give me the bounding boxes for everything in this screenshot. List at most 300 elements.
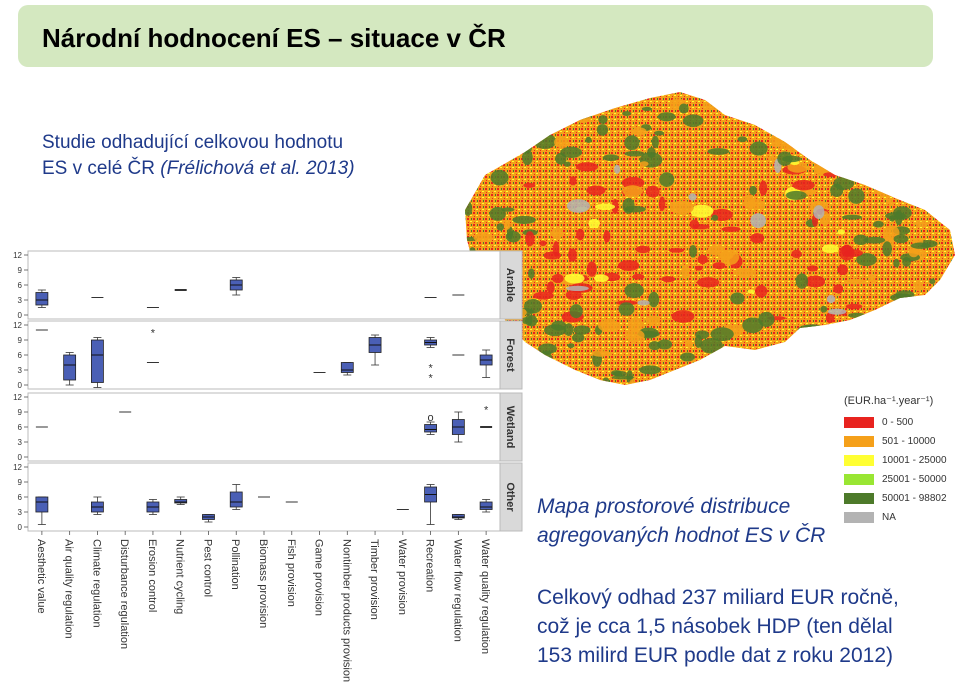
map-patch — [531, 125, 541, 130]
map-patch — [785, 367, 795, 381]
map-patch — [688, 193, 696, 200]
map-patch — [814, 112, 834, 118]
y-tick-label: 12 — [13, 393, 22, 402]
map-patch — [508, 133, 523, 138]
map-patch — [689, 245, 697, 258]
map-patch — [925, 126, 935, 130]
estimate-line-1: Celkový odhad 237 miliard EUR ročně, — [537, 586, 899, 609]
map-patch — [925, 171, 943, 183]
map-patch — [568, 343, 575, 348]
map-patch — [564, 161, 571, 166]
map-patch — [540, 240, 547, 246]
map-patch — [864, 110, 871, 121]
box — [36, 497, 48, 512]
map-patch — [905, 333, 919, 339]
map-patch — [787, 375, 807, 379]
map-patch — [887, 162, 903, 173]
x-tick-label: Water provision — [395, 539, 408, 616]
map-patch — [820, 306, 827, 313]
legend-swatch — [844, 474, 874, 485]
map-patch — [464, 201, 473, 216]
x-tick-label: Pollination — [229, 539, 242, 590]
map-patch — [609, 93, 619, 105]
x-tick-label: Pest control — [201, 539, 214, 598]
map-patch — [679, 103, 689, 113]
box — [91, 340, 103, 383]
map-patch — [730, 292, 744, 304]
map-patch — [455, 173, 466, 189]
map-patch — [785, 88, 798, 95]
map-caption — [537, 492, 825, 550]
map-patch — [670, 201, 694, 215]
outlier-mark: o — [427, 412, 434, 424]
map-patch — [466, 87, 481, 95]
y-tick-label: 9 — [17, 266, 22, 275]
map-patch — [603, 154, 619, 161]
map-patch — [941, 80, 958, 90]
y-tick-label: 0 — [17, 311, 22, 320]
x-tick-label: Climate regulation — [90, 539, 103, 628]
map-patch — [594, 275, 609, 282]
estimate-line-2: což je cca 1,5 násobek HDP (ten dělal — [537, 615, 893, 638]
map-patch — [566, 80, 576, 89]
map-patch — [573, 104, 593, 120]
map-patch — [602, 378, 611, 390]
map-patch — [935, 80, 951, 86]
map-patch — [755, 285, 767, 298]
legend-label: 25001 - 50000 — [882, 474, 947, 485]
map-patch — [866, 136, 886, 141]
map-patch — [618, 260, 640, 271]
x-tick-label: Timber provision — [368, 539, 381, 620]
map-patch — [491, 89, 509, 101]
map-patch — [929, 334, 937, 341]
panel-label: Wetland — [504, 405, 516, 449]
map-patch — [868, 317, 885, 322]
map-patch — [723, 92, 732, 102]
map-patch — [885, 212, 906, 220]
study-line-1: Studie odhadující celkovou hodnotu — [42, 132, 344, 153]
map-patch — [570, 304, 583, 318]
map-patch — [914, 88, 938, 94]
map-patch — [810, 372, 818, 382]
title-bar — [18, 5, 933, 67]
map-patch — [712, 373, 735, 385]
map-patch — [532, 93, 555, 98]
map-patch — [948, 301, 960, 311]
estimate-text — [537, 583, 899, 670]
legend-swatch — [844, 512, 874, 523]
legend-swatch — [844, 436, 874, 447]
x-tick-label: Water quality regulation — [479, 539, 492, 655]
box — [64, 355, 76, 380]
map-patch — [713, 262, 726, 269]
y-tick-label: 3 — [17, 366, 22, 375]
map-patch — [455, 193, 466, 198]
map-patch — [952, 143, 960, 158]
map-patch — [497, 223, 505, 231]
map-patch — [893, 259, 899, 268]
map-patch — [455, 230, 465, 236]
legend-label: 50001 - 98802 — [882, 493, 947, 504]
y-tick-label: 0 — [17, 523, 22, 532]
map-patch — [636, 246, 651, 253]
map-patch — [673, 381, 687, 392]
map-patch — [861, 93, 869, 105]
x-tick-label: Game provision — [312, 539, 325, 617]
map-patch — [569, 176, 576, 185]
map-patch — [640, 161, 649, 166]
study-line-2-prefix: ES v celé ČR — [42, 158, 161, 179]
slide-title: Národní hodnocení ES – situace v ČR — [42, 23, 506, 53]
map-patch — [823, 172, 838, 177]
map-patch — [544, 251, 562, 259]
map-patch — [527, 121, 545, 125]
map-area — [455, 80, 960, 400]
map-patch — [807, 265, 818, 271]
outlier-mark: * — [428, 372, 433, 385]
map-patch — [498, 80, 518, 92]
panel-label: Other — [504, 482, 516, 512]
box — [230, 492, 242, 507]
map-patch — [493, 116, 512, 130]
study-description — [42, 130, 355, 182]
map-patch — [782, 156, 801, 163]
map-patch — [544, 324, 566, 336]
map-patch — [813, 205, 824, 219]
map-patch — [677, 80, 699, 93]
map-patch — [786, 191, 807, 200]
map-patch — [609, 90, 632, 100]
map-patch — [534, 80, 542, 85]
map-patch — [889, 215, 895, 221]
map-patch — [603, 230, 610, 242]
map-patch — [724, 358, 738, 370]
box — [425, 425, 437, 433]
map-patch — [837, 264, 848, 275]
legend-item — [844, 508, 960, 527]
map-patch — [461, 159, 479, 174]
outlier-mark: * — [483, 404, 489, 417]
map-patch — [786, 140, 799, 153]
legend-label: 10001 - 25000 — [882, 455, 947, 466]
map-patch — [872, 100, 884, 112]
map-patch — [504, 221, 511, 230]
map-patch — [944, 317, 960, 321]
map-patch — [771, 133, 781, 148]
map-patch — [642, 107, 652, 111]
map-patch — [886, 339, 906, 349]
panel-label: Forest — [504, 338, 516, 372]
map-patch — [944, 272, 954, 287]
map-patch — [567, 199, 590, 212]
map-patch — [758, 312, 774, 327]
map-patch — [673, 390, 692, 400]
map-patch — [942, 161, 960, 168]
map-patch — [543, 94, 551, 99]
map-patch — [671, 80, 685, 91]
map-patch — [468, 146, 474, 157]
map-patch — [678, 373, 695, 380]
outlier-mark: * — [428, 362, 433, 375]
map-patch — [828, 309, 846, 315]
map-patch — [659, 197, 666, 212]
map-patch — [534, 133, 557, 148]
legend-swatch — [844, 493, 874, 504]
x-tick-label: Water flow regulation — [451, 539, 464, 642]
map-patch — [914, 281, 923, 292]
map-patch — [755, 370, 772, 382]
map-patch — [568, 248, 577, 261]
map-patch — [598, 319, 620, 332]
y-tick-label: 6 — [17, 281, 22, 290]
map-patch — [702, 392, 722, 400]
legend-label: 0 - 500 — [882, 417, 914, 428]
legend-swatch — [844, 455, 874, 466]
map-patch — [947, 340, 960, 351]
panel-label: Arable — [504, 267, 516, 303]
y-tick-label: 12 — [13, 321, 22, 330]
map-patch — [455, 115, 470, 128]
map-patch — [844, 279, 866, 285]
map-patch — [942, 86, 960, 97]
map-patch — [506, 231, 521, 242]
map-patch — [466, 83, 476, 96]
map-patch — [510, 132, 533, 144]
map-patch — [924, 337, 935, 342]
y-tick-label: 12 — [13, 463, 22, 472]
map-patch — [919, 320, 935, 328]
y-tick-label: 9 — [17, 336, 22, 345]
y-tick-label: 9 — [17, 408, 22, 417]
map-patch — [669, 248, 684, 252]
map-patch — [833, 177, 854, 190]
map-patch — [759, 181, 767, 196]
map-patch — [618, 302, 634, 316]
map-patch — [848, 313, 866, 318]
map-patch — [842, 215, 862, 220]
map-patch — [780, 97, 796, 110]
map-patch — [632, 127, 647, 136]
x-tick-label: Biomass provision — [257, 539, 269, 629]
map-patch — [722, 226, 741, 231]
map-patch — [886, 126, 907, 142]
x-tick-label: Erosion control — [145, 539, 158, 613]
map-patch — [575, 115, 591, 123]
map-patch — [513, 140, 530, 149]
map-patch — [886, 330, 892, 346]
map-patch — [808, 80, 816, 88]
map-patch — [622, 185, 643, 196]
map-patch — [947, 210, 960, 224]
legend-item — [844, 470, 960, 489]
map-patch — [839, 245, 854, 260]
map-patch — [488, 119, 511, 132]
map-patch — [796, 110, 811, 125]
map-patch — [707, 148, 729, 155]
map-patch — [519, 125, 533, 140]
map-patch — [599, 380, 607, 388]
map-patch — [822, 384, 829, 399]
map-patch — [908, 115, 926, 120]
map-patch — [715, 388, 723, 394]
map-patch — [543, 351, 552, 355]
map-patch — [833, 284, 843, 293]
map-patch — [576, 162, 598, 171]
legend-label: NA — [882, 512, 896, 523]
map-patch — [501, 116, 518, 124]
map-patch — [928, 149, 937, 160]
map-patch — [551, 228, 563, 239]
map-patch — [613, 371, 627, 377]
map-patch — [645, 316, 660, 325]
map-patch — [780, 113, 801, 117]
x-tick-label: Disturbance regulation — [118, 539, 131, 650]
map-patch — [625, 80, 639, 94]
map-patch — [531, 105, 543, 115]
y-tick-label: 9 — [17, 478, 22, 487]
x-tick-label: Nutrient cycling — [173, 539, 186, 615]
y-tick-label: 0 — [17, 381, 22, 390]
map-patch — [534, 123, 545, 133]
map-patch — [928, 106, 935, 112]
map-patch — [652, 136, 659, 148]
map-patch — [908, 119, 919, 128]
map-patch — [695, 266, 703, 271]
caption-line-2: agregovaných hodnot ES v ČR — [537, 524, 826, 547]
box — [480, 502, 492, 510]
map-patch — [822, 244, 839, 253]
map-patch — [554, 136, 569, 148]
map-patch — [835, 158, 849, 165]
map-patch — [849, 374, 871, 388]
map-patch — [572, 333, 584, 342]
map-patch — [882, 241, 892, 256]
map-patch — [890, 293, 912, 301]
map-patch — [913, 305, 929, 309]
map-patch — [820, 115, 840, 129]
map-patch — [875, 361, 895, 368]
map-patch — [710, 85, 719, 97]
map-patch — [912, 129, 927, 138]
legend-label: 501 - 10000 — [882, 436, 936, 447]
map-patch — [471, 138, 478, 146]
legend-swatch — [844, 417, 874, 428]
map-patch — [848, 188, 864, 204]
map-patch — [711, 327, 734, 341]
map-patch — [512, 111, 533, 125]
map-patch — [597, 124, 608, 136]
map-patch — [576, 229, 584, 241]
y-tick-label: 12 — [13, 251, 22, 260]
boxplot-chart — [0, 245, 530, 700]
map-patch — [622, 111, 631, 116]
map-patch — [700, 362, 714, 378]
map-patch — [849, 80, 862, 92]
map-patch — [595, 204, 615, 210]
map-patch — [830, 141, 849, 152]
map-patch — [846, 304, 863, 310]
map-legend — [838, 390, 960, 540]
map-patch — [624, 283, 644, 298]
map-patch — [476, 157, 492, 167]
y-tick-label: 6 — [17, 423, 22, 432]
map-patch — [851, 322, 869, 327]
map-patch — [869, 274, 876, 282]
map-patch — [598, 115, 607, 124]
map-patch — [547, 281, 555, 293]
map-patch — [837, 370, 857, 378]
map-patch — [946, 288, 960, 294]
map-patch — [705, 389, 719, 400]
box — [36, 293, 48, 306]
map-patch — [697, 94, 712, 99]
map-patch — [604, 96, 617, 106]
map-patch — [515, 80, 521, 90]
map-patch — [797, 325, 821, 337]
map-patch — [768, 155, 776, 161]
map-patch — [915, 221, 929, 226]
map-patch — [930, 179, 945, 188]
map-patch — [647, 147, 656, 158]
map-patch — [749, 186, 757, 195]
map-patch — [781, 80, 790, 86]
map-patch — [886, 198, 893, 205]
map-patch — [948, 208, 958, 219]
map-patch — [659, 172, 674, 187]
map-patch — [485, 96, 508, 102]
map-patch — [837, 125, 857, 130]
map-patch — [491, 170, 509, 186]
map-patch — [695, 330, 709, 339]
map-patch — [690, 205, 713, 218]
map-patch — [796, 273, 808, 288]
map-patch — [746, 199, 765, 210]
map-patch — [623, 198, 635, 214]
map-patch — [750, 213, 766, 228]
y-tick-label: 3 — [17, 508, 22, 517]
estimate-line-3: 153 milird EUR podle dat z roku 2012) — [537, 644, 894, 667]
map-patch — [587, 261, 597, 276]
map-patch — [894, 235, 909, 244]
map-patch — [750, 142, 768, 156]
map-patch — [720, 386, 732, 396]
map-patch — [586, 185, 605, 195]
map-patch — [592, 350, 611, 357]
map-patch — [894, 306, 907, 316]
map-patch — [747, 110, 768, 117]
map-patch — [573, 325, 590, 334]
y-tick-label: 0 — [17, 453, 22, 462]
caption-line-1: Mapa prostorové distribuce — [537, 495, 791, 518]
map-patch — [680, 353, 695, 362]
map-patch — [855, 167, 861, 178]
x-tick-label: Nontimber products provision — [340, 539, 353, 683]
map-patch — [938, 332, 948, 340]
map-patch — [483, 149, 498, 153]
map-patch — [683, 114, 703, 127]
map-patch — [876, 186, 898, 197]
map-patch — [910, 188, 917, 203]
map-patch — [637, 300, 649, 305]
map-patch — [930, 106, 952, 122]
map-patch — [954, 80, 960, 90]
map-patch — [805, 276, 825, 288]
map-patch — [868, 344, 890, 354]
map-patch — [624, 135, 639, 150]
map-patch — [688, 80, 709, 89]
map-patch — [679, 80, 690, 85]
